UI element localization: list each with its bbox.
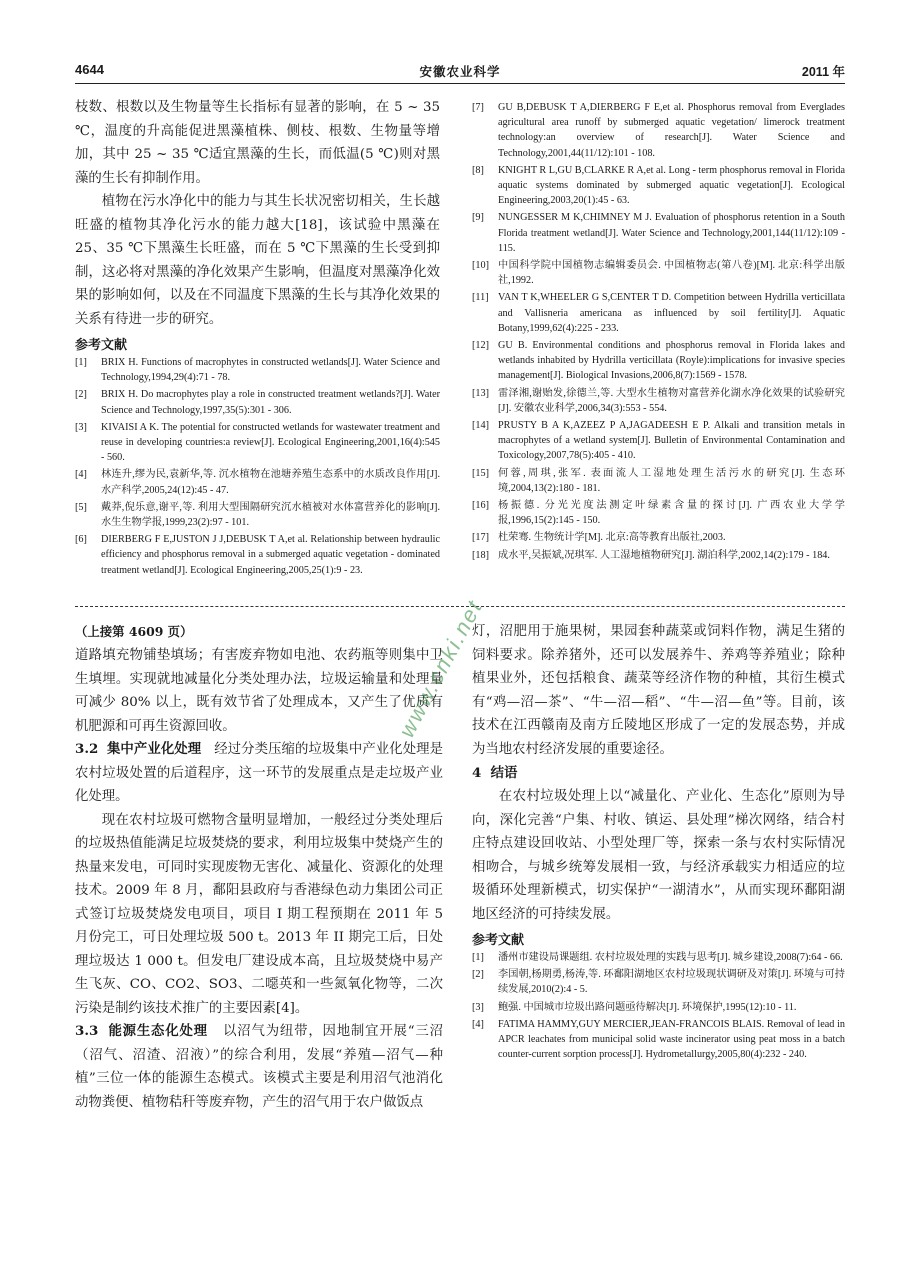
reference-list xyxy=(472,950,845,1062)
section-3-3 xyxy=(75,1020,443,1114)
reference-item: [14] PRUSTY B A K,AZEEZ P A,JAGADEESH E P. Alkali and transition metals in macrophytes of a wetland system[J]. Bulletin of Environmental Contamination and Toxicology,2007,78(5):405 - 410. xyxy=(472,420,845,462)
paragraph: 枝数、根数以及生物量等生长指标有显著的影响，在 5 ~ 35 ℃，温度的升高能促进黑藻植株、侧枝、根数、生物量等增加，其中 25 ~ 35 ℃适宜黑藻的生长，而低温(5 ℃)则对黑藻的生长有抑制作用。 xyxy=(75,100,440,186)
reference-item: [18] 成水平,吴振斌,况琪军. 人工湿地植物研究[J]. 湖泊科学,2002,14(2):179 - 184. xyxy=(472,549,830,561)
reference-item: [16] 杨振德. 分光光度法测定叶绿素含量的探讨[J]. 广西农业大学学报,1996,15(2):145 - 150. xyxy=(472,500,845,527)
reference-item: [5] 戴莽,倪乐意,谢平,等. 利用大型围隔研究沉水植被对水体富营养化的影响[J]. 水生生物学报,1999,23(2):97 - 101. xyxy=(75,501,440,529)
references-heading: 参考文献 xyxy=(75,338,128,353)
reference-item: [4] FATIMA HAMMY,GUY MERCIER,JEAN-FRANCOIS BLAIS. Removal of lead in APCR leachates from municipal solid waste incinerator using peat moss in a batch counter-current sorption process[J]. Hydrometallurgy,2005,80(4):232 - 240. xyxy=(472,1018,845,1061)
reference-item: [7] GU B,DEBUSK T A,DIERBERG F E,et al. Phosphorus removal from Everglades agricultural area runoff by submerged aquatic vegetation/ limerock treatment technology:an overview of research[J]. Water Science and Technology,2001,44(11/12):101 - 108. xyxy=(472,102,845,159)
reference-item: [1] 潘州市建设局课题组. 农村垃圾处理的实践与思考[J]. 城乡建设,2008(7):64 - 66. xyxy=(472,952,843,963)
reference-item: [2] BRIX H. Do macrophytes play a role in constructed treatment wetlands?[J]. Water Science and Technology,1997,35(5):301 - 306. xyxy=(75,389,440,416)
reference-item: [13] 雷泽湘,谢贻发,徐德兰,等. 大型水生植物对富营养化湖水净化效果的试验研究[J]. 安徽农业科学,2006,34(3):553 - 554. xyxy=(472,387,845,414)
top-left-column xyxy=(75,96,440,580)
reference-item: [4] 林连升,缪为民,袁新华,等. 沉水植物在池塘养殖生态系中的水质改良作用[J]. 水产科学,2005,24(12):45 - 47. xyxy=(75,469,440,496)
reference-item: [1] BRIX H. Functions of macrophytes in constructed wetlands[J]. Water Science and Technology,1994,29(4):71 - 78. xyxy=(75,357,440,384)
reference-list xyxy=(472,100,845,563)
section-title: 结语 xyxy=(490,765,518,781)
section-title: 集中产业化处理 xyxy=(106,741,202,757)
article-divider xyxy=(75,606,845,608)
reference-list xyxy=(75,355,440,578)
year-label: 2011 年 xyxy=(801,65,845,79)
section-text: 以沼气为纽带，因地制宜开展“三沼（沼气、沼渣、沼液）”的综合利用，发展“养殖—沼气—种植”三位一体的能源生态模式。该模式主要是利用沼气池消化动物粪便、植物秸秆等废弃物，产生的沼气用于农户做饭点 xyxy=(75,1024,443,1110)
section-number: 3.3 xyxy=(75,1023,99,1039)
bottom-right-column xyxy=(472,620,845,1064)
reference-item: [8] KNIGHT R L,GU B,CLARKE R A,et al. Long - term phosphorus removal in Florida aquatic systems dominated by submerged aquatic vegetation[J]. Ecological Engineering,2003,20(1):45 - 63. xyxy=(472,164,846,207)
section-number: 3.2 xyxy=(75,741,99,757)
reference-item: [3] KIVAISI A K. The potential for constructed wetlands for wastewater treatment and reuse in developing countries:a review[J]. Ecological Engineering,2001,16(4):545 - 560. xyxy=(75,421,440,464)
section-title: 能源生态化处理 xyxy=(108,1023,208,1039)
reference-item: [12] GU B. Environmental conditions and phosphorus removal in Florida lakes and wetlands inhabited by Hydrilla verticillata (Royle):implications for invasive species management[J]. Biological Invasions,2006,8(7):1569 - 1578. xyxy=(472,340,845,382)
page-header xyxy=(75,60,845,84)
reference-item: [6] DIERBERG F E,JUSTON J J,DEBUSK T A,et al. Relationship between hydraulic efficiency and phosphorus removal in a submerged aquatic vegetation - dominated treatment wetland[J]. Ecological Engineering,2005,25(1):9 - 23. xyxy=(75,534,440,576)
bottom-left-column xyxy=(75,620,443,1114)
paragraph: 在农村垃圾处理上以“减量化、产业化、生态化”原则为导向，深化完善“户集、村收、镇运、县处理”梯次网络，结合村庄特点建设回收站、小型处理厂等，探索一条与农村实际情况相吻合，与城乡统筹发展相一致，与经济承载实力相适应的垃圾循环处理新模式，切实保护“一湖清水”，从而实现环鄱阳湖地区经济的可持续发展。 xyxy=(472,789,845,922)
watermark-text: www.cnki.net xyxy=(393,595,488,742)
reference-item: [10] 中国科学院中国植物志编辑委员会. 中国植物志(第八卷)[M]. 北京:科学出版社,1992. xyxy=(472,260,845,287)
reference-item: [3] 鲍强. 中国城市垃圾出路问题亟待解决[J]. 环境保护,1995(12):10 - 11. xyxy=(472,1001,797,1013)
references-heading: 参考文献 xyxy=(472,933,525,948)
reference-item: [15] 何蓉,周琪,张军. 表面流人工湿地处理生活污水的研究[J]. 生态环境,2004,13(2):180 - 181. xyxy=(472,467,845,494)
top-right-column xyxy=(472,100,845,565)
reference-item: [11] VAN T K,WHEELER G S,CENTER T D. Competition between Hydrilla verticillata and Vallisneria americana as influenced by soil fertility[J]. Aquatic Botany,1999,62(4):225 - 233. xyxy=(472,292,845,334)
reference-item: [9] NUNGESSER M K,CHIMNEY M J. Evaluation of phosphorus retention in a South Florida treatment wetland[J]. Water Science and Technology,2001,144(11/12):109 - 115. xyxy=(472,212,845,254)
paragraph: 灯，沼肥用于施果树，果园套种蔬菜或饲料作物，满足生猪的饲料要求。除养猪外，还可以发展养牛、养鸡等养殖业；除种植果业外，还包括粮食、蔬菜等经济作物的种植，其衍生模式有“鸡—沼—茶”、“牛—沼—稻”、“牛—沼—鱼”等。目前，该技术在江西赣南及南方丘陵地区形成了一定的发展态势，并成为当地农村经济发展的重要途径。 xyxy=(472,624,845,757)
paragraph: 道路填充物铺垫填场；有害废弃物如电池、农药瓶等则集中卫生填埋。实现就地减量化分类处理办法，垃圾运输量和处理量可减少 80% 以上，既有效节省了处理成本，又产生了优质有机肥源和可再生资源回收。 xyxy=(75,648,443,734)
paragraph: 植物在污水净化中的能力与其生长状况密切相关，生长越旺盛的植物其净化污水的能力越大[18]，该试验中黑藻在 25、35 ℃下黑藻生长旺盛，而在 5 ℃下黑藻的生长受到抑制，这必将对黑藻的净化效果产生影响，但温度对黑藻净化效果的影响如何，以及在不同温度下黑藻的生长与其净化效果的关系有待进一步的研究。 xyxy=(75,194,440,327)
section-text: 经过分类压缩的垃圾集中产业化处理是农村垃圾处置的后道程序，这一环节的发展重点是走垃圾产业化处理。 xyxy=(75,742,444,804)
page-number: 4644 xyxy=(75,62,104,77)
reference-item: [17] 杜荣骞. 生物统计学[M]. 北京:高等教育出版社,2003. xyxy=(472,532,726,544)
journal-name: 安徽农业科学 xyxy=(419,64,501,79)
paragraph: 现在农村垃圾可燃物含量明显增加，一般经过分类处理后的垃圾热值能满足垃圾焚烧的要求，利用垃圾集中焚烧产生的热量来发电，可同时实现废物无害化、减量化、资源化的处理技术。2009 年 8 月，鄱阳县政府与香港绿色动力集团公司正式签订垃圾焚烧发电项目，项目 I 期工程预期在 2011 年 5 月份完工，可日处理垃圾 500 t。2013 年 II 期完工后，日处理垃圾达 1 000 t。但发电厂建设成本高，且垃圾焚烧中易产生飞灰、CO、CO2、SO3、二噁英和一些氮氧化物等，二次污染是制约该技术推广的主要因素[4]。 xyxy=(75,812,443,1016)
section-number: 4 xyxy=(472,765,482,781)
reference-item: [2] 李国朝,杨期勇,杨涛,等. 环鄱阳湖地区农村垃圾现状调研及对策[J]. 环境与可持续发展,2010(2):4 - 5. xyxy=(472,969,845,996)
section-4-heading xyxy=(472,761,845,785)
section-3-2 xyxy=(75,738,443,809)
continued-from-label: （上接第 4609 页） xyxy=(75,624,193,639)
